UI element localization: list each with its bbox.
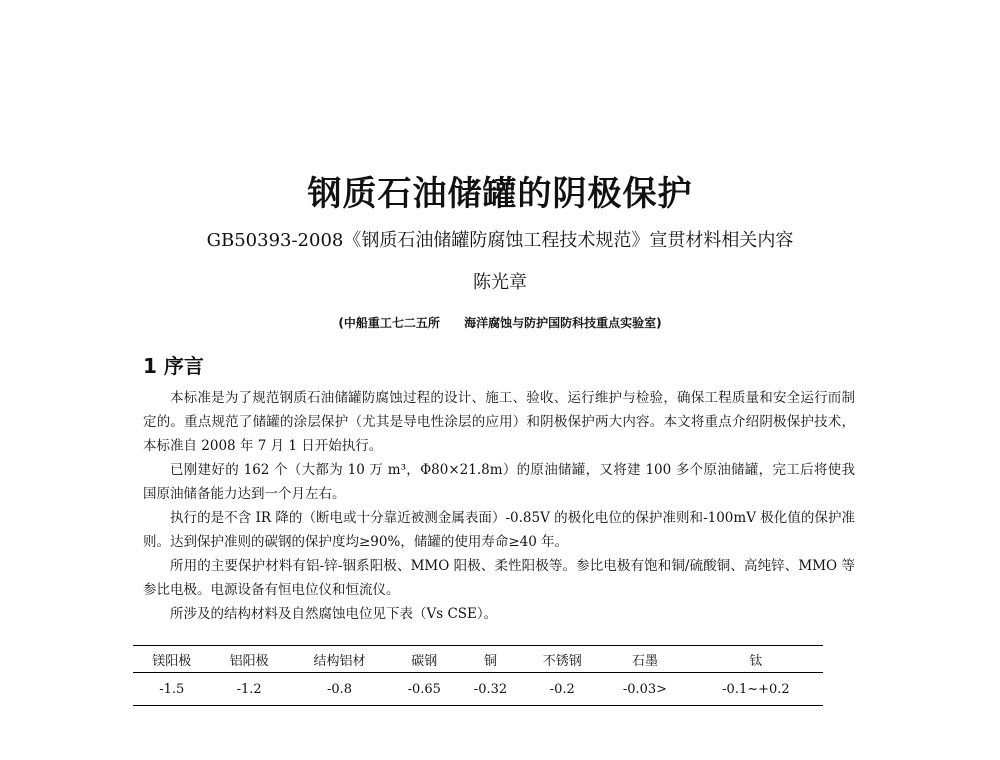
corrosion-potential-table	[133, 645, 823, 706]
table-cell: -0.8	[288, 673, 391, 706]
column-header: 碳钢	[391, 646, 457, 673]
table-cell: -0.03>	[601, 673, 689, 706]
column-header: 铝阳极	[210, 646, 287, 673]
author-affiliation	[0, 314, 1000, 331]
column-header: 铜	[457, 646, 523, 673]
paragraph: 所涉及的结构材料及自然腐蚀电位见下表（Vs CSE）。	[170, 606, 498, 622]
document-subtitle: GB50393-2008《钢质石油储罐防腐蚀工程技术规范》宣贯材料相关内容	[206, 230, 794, 251]
table-row	[133, 673, 823, 706]
column-header: 石墨	[601, 646, 689, 673]
author-name: 陈光章	[473, 272, 527, 293]
paragraph: 已刚建好的 162 个（大都为 10 万 m³，Φ80×21.8m）的原油储罐，又将建 100 多个原油储罐，完工后将使我国原油储备能力达到一个月左右。	[143, 462, 855, 502]
table-cell: -1.2	[210, 673, 287, 706]
column-header: 钛	[689, 646, 823, 673]
column-header: 镁阳极	[133, 646, 210, 673]
table-cell: -0.32	[457, 673, 523, 706]
table-cell: -0.2	[524, 673, 601, 706]
table-cell: -1.5	[133, 673, 210, 706]
table-cell: -0.65	[391, 673, 457, 706]
affiliation-org: (中船重工七二五所	[338, 316, 440, 330]
paragraph: 执行的是不含 IR 降的（断电或十分靠近被测金属表面）-0.85V 的极化电位的保护准则和-100mV 极化值的保护准则。达到保护准则的碳钢的保护度均≥90%，储罐的使用寿命≥40 年。	[143, 510, 855, 550]
column-header: 结构铝材	[288, 646, 391, 673]
paragraph: 本标准是为了规范钢质石油储罐防腐蚀过程的设计、施工、验收、运行维护与检验，确保工程质量和安全运行而制定的。重点规范了储罐的涂层保护（尤其是导电性涂层的应用）和阴极保护两大内容。本文将重点介绍阴极保护技术，本标准自 2008 年 7 月 1 日开始执行。	[143, 390, 855, 454]
column-header: 不锈钢	[524, 646, 601, 673]
document-title: 钢质石油储罐的阴极保护	[307, 174, 693, 214]
section-body	[143, 386, 855, 626]
affiliation-lab: 海洋腐蚀与防护国防科技重点实验室)	[464, 316, 662, 330]
table-cell: -0.1~+0.2	[689, 673, 823, 706]
table-header-row	[133, 646, 823, 673]
paragraph: 所用的主要保护材料有铝-锌-铟系阳极、MMO 阳极、柔性阳极等。参比电极有饱和铜/硫酸铜、高纯锌、MMO 等参比电极。电源设备有恒电位仪和恒流仪。	[143, 558, 855, 598]
section-heading: 1 序言	[143, 354, 204, 378]
